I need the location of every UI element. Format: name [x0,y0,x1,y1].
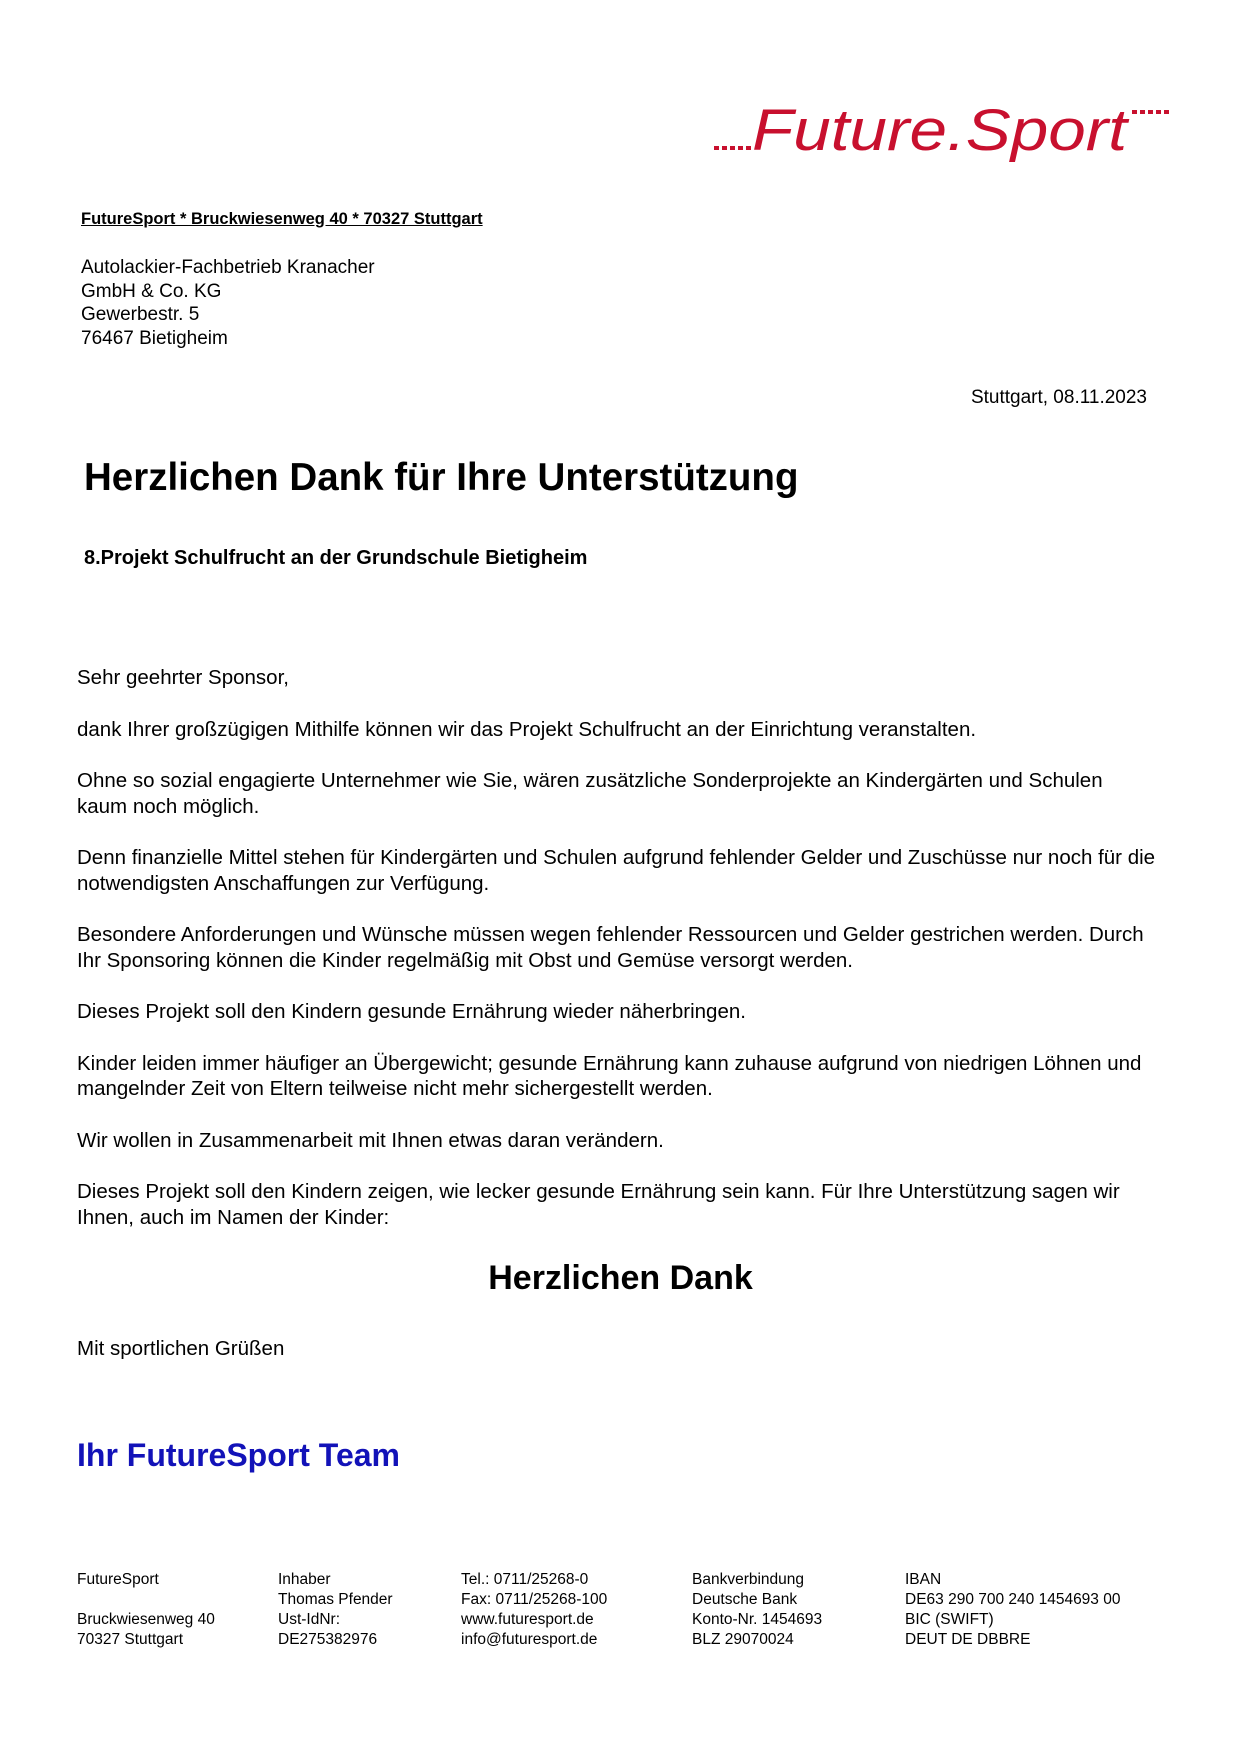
futuresport-logo [712,96,1172,166]
footer-bank [692,1570,822,1650]
footer-iban [905,1570,1120,1650]
letter-subtitle: 8.Projekt Schulfrucht an der Grundschule Bietigheim [84,547,588,569]
body-paragraph: Wir wollen in Zusammenarbeit mit Ihnen etwas daran verändern. [77,1128,664,1152]
footer-line: Deutsche Bank [692,1591,798,1608]
footer-line: 70327 Stuttgart [77,1631,183,1648]
footer-contact [461,1570,607,1650]
recipient-line: Gewerbestr. 5 [81,304,200,325]
closing-thanks: Herzlichen Dank [488,1259,753,1297]
footer-line: Konto-Nr. 1454693 [692,1611,823,1628]
body-paragraph: Denn finanzielle Mittel stehen für Kindergärten und Schulen aufgrund fehlender Gelder und Zuschüsse nur noch für die notwendigsten Anschaffungen zur Verfügung. [77,846,1156,895]
footer-email[interactable]: info@futuresport.de [461,1631,598,1648]
footer-line: Bankverbindung [692,1571,805,1588]
body-paragraph: Ohne so sozial engagierte Unternehmer wie Sie, wären zusätzliche Sonderprojekte an Kindergärten und Schulen kaum noch möglich. [77,769,1103,818]
body-paragraph: dank Ihrer großzügigen Mithilfe können wir das Projekt Schulfrucht an der Einrichtung veranstalten. [77,717,977,741]
footer-line: FutureSport [77,1571,159,1588]
footer-line: DE63 290 700 240 1454693 00 [905,1591,1121,1608]
footer-line: IBAN [905,1571,942,1588]
recipient-address [81,256,375,350]
footer-website[interactable]: www.futuresport.de [461,1611,594,1628]
footer-line: BIC (SWIFT) [905,1611,994,1628]
footer-company [77,1570,215,1650]
sender-return-address: FutureSport * Bruckwiesenweg 40 * 70327 Stuttgart [81,210,483,228]
footer-line: Thomas Pfender [278,1591,393,1608]
body-paragraph: Dieses Projekt soll den Kindern zeigen, wie lecker gesunde Ernährung sein kann. Für Ihre Unterstützung sagen wir Ihnen, auch im Namen der Kinder: [77,1180,1120,1229]
footer-line: DEUT DE DBBRE [905,1631,1031,1648]
recipient-line: GmbH & Co. KG [81,280,222,302]
footer-line: Bruckwiesenweg 40 [77,1611,215,1628]
logo-graphic [712,96,1172,166]
logo-wordmark: Future.Sport [752,98,1131,163]
closing-greeting: Mit sportlichen Grüßen [77,1337,285,1360]
letter-date: Stuttgart, 08.11.2023 [970,387,1147,408]
footer-owner [278,1570,393,1650]
footer-line: DE275382976 [278,1631,378,1648]
letter-body [77,665,1157,1256]
footer-line: Fax: 0711/25268-100 [461,1591,608,1608]
footer-line: Inhaber [278,1571,331,1588]
body-paragraph: Besondere Anforderungen und Wünsche müssen wegen fehlender Ressourcen und Gelder gestrichen werden. Durch Ihr Sponsoring können die Kinder regelmäßig mit Obst und Gemüse versorgt werden. [77,923,1144,972]
footer-line: BLZ 29070024 [692,1631,794,1648]
recipient-line: 76467 Bietigheim [81,327,228,349]
letter-title: Herzlichen Dank für Ihre Unterstützung [84,456,799,499]
footer-line: Ust-IdNr: [278,1611,340,1628]
body-paragraph: Dieses Projekt soll den Kindern gesunde Ernährung wieder näherbringen. [77,1000,746,1023]
team-signature: Ihr FutureSport Team [77,1437,400,1473]
salutation: Sehr geehrter Sponsor, [77,666,289,689]
recipient-line: Autolackier-Fachbetrieb Kranacher [81,257,375,278]
footer-line: Tel.: 0711/25268-0 [461,1571,589,1588]
body-paragraph: Kinder leiden immer häufiger an Übergewicht; gesunde Ernährung kann zuhause aufgrund von niedrigen Löhnen und mangelnder Zeit von Eltern teilweise nicht mehr sichergestellt werden. [77,1051,1142,1100]
footer-line [77,1590,215,1610]
